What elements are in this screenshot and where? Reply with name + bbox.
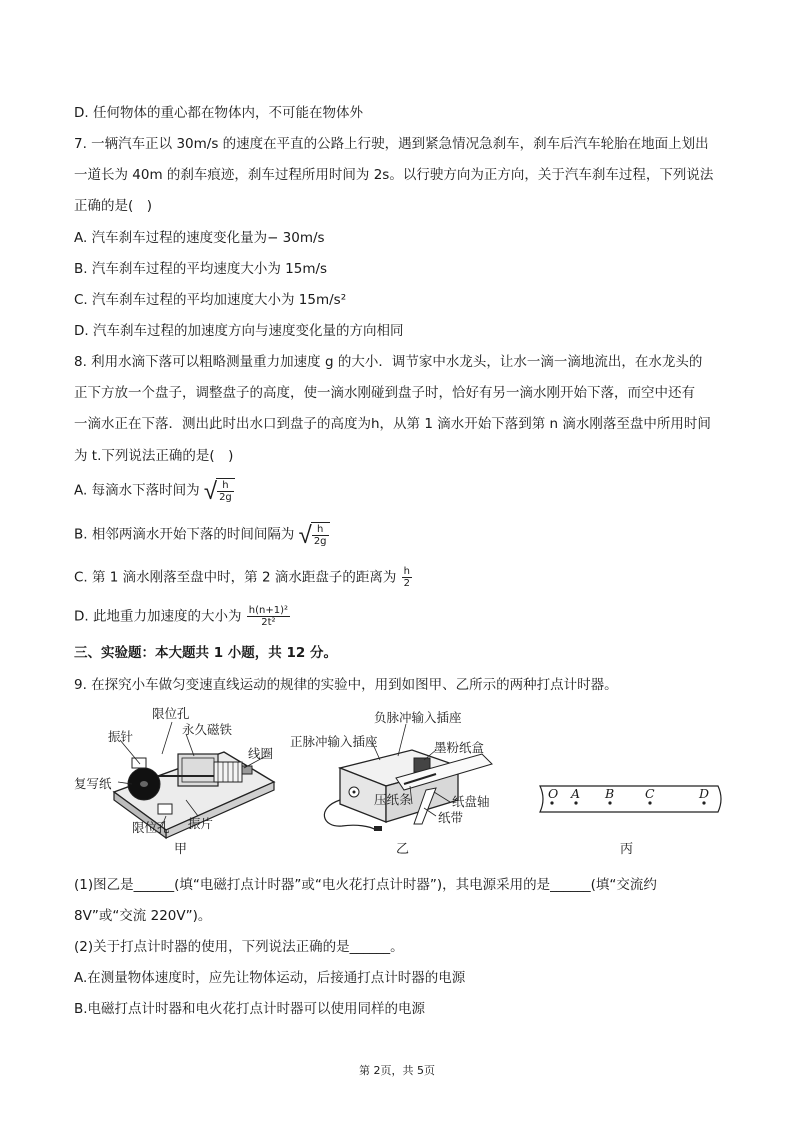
figure-bing [536,776,726,864]
tape-point-d: D [699,786,710,801]
q8-option-d-text: D. 此地重力加速度的大小为 [74,608,242,625]
radical-sign-icon: √ [298,520,312,549]
q7-stem-line-1: 7. 一辆汽车正以 30m/s 的速度在平直的公路上行驶，遇到紧急情况急刹车，刹车后汽车轮胎在地面上划出 [74,136,709,152]
q8-option-a-text: A. 每滴水下落时间为 [74,482,200,499]
figure-yi-caption: 乙 [396,842,410,857]
q8-option-b-text: B. 相邻两滴水开始下落的时间间隔为 [74,526,295,543]
figure-yi [286,708,508,864]
radical-sign-icon: √ [203,476,218,505]
q8-stem-line-1: 8. 利用水滴下落可以粗略测量重力加速度 g 的大小．调节家中水龙头，让水一滴一滴地流出，在水龙头的 [74,354,703,370]
q8-stem-line-2: 正下方放一个盘子，调整盘子的高度，使一滴水刚碰到盘子时，恰好有另一滴水刚开始下落，而空中还有 [74,385,695,401]
label-limit-hole-top: 限位孔 [152,706,190,721]
q8-option-a [74,478,235,503]
q7-option-b: B. 汽车刹车过程的平均速度大小为 15m/s [74,261,328,277]
q8-option-b [74,522,330,547]
fraction-numerator: h(n+1)² [248,605,289,616]
fraction-numerator: h [312,524,329,536]
q8-stem-line-3: 一滴水正在下落．测出此时出水口到盘子的高度为h，从第 1 滴水开始下落到第 n 滴水刚落至盘中所用时间 [74,416,711,432]
q8-stem-line-4: 为 t.下列说法正确的是( ) [74,448,234,464]
q9-part1-line-2: 8V”或“交流 220V”)。 [74,908,212,924]
sqrt-expression [204,478,235,503]
paper-tape-diagram [536,782,726,816]
q8-option-d [74,605,291,628]
sqrt-expression [299,522,330,547]
label-paper-reel-axis: 纸盘轴 [452,794,490,809]
q7-option-c: C. 汽车刹车过程的平均加速度大小为 15m/s² [74,292,347,308]
spark-timer-diagram [286,708,508,838]
label-vibrating-needle: 振针 [108,729,134,744]
page-footer: 第 2页，共 5页 [359,1064,435,1077]
q9-part2-option-a: A.在测量物体速度时，应先让物体运动，后接通打点计时器的电源 [74,970,466,986]
label-carbon-paper: 复写纸 [74,776,112,791]
tape-point-b: B [605,786,615,801]
q9-part2-stem: (2)关于打点计时器的使用，下列说法正确的是______。 [74,939,404,955]
tape-point-o: O [548,786,559,801]
q7-option-a: A. 汽车刹车过程的速度变化量为− 30m/s [74,230,325,246]
label-limit-hole-bottom: 限位孔 [132,820,170,835]
q6-option-d: D. 任何物体的重心都在物体内，不可能在物体外 [74,105,363,121]
q8-option-c [74,566,413,589]
q7-stem-line-3: 正确的是( ) [74,198,153,214]
label-toner-box: 墨粉纸盒 [434,740,485,755]
section-heading: 三、实验题：本大题共 1 小题，共 12 分。 [74,645,337,661]
tape-point-a: A [571,786,581,801]
label-paper-pressing-strip: 压纸条 [374,792,412,807]
label-paper-tape: 纸带 [438,810,464,825]
fraction-denominator: 2g [313,536,327,547]
fraction-denominator: 2t² [261,617,276,628]
fraction-numerator: h [402,566,412,578]
figure-bing-caption: 丙 [620,842,634,857]
tape-point-c: C [645,786,655,801]
figure-jia [74,704,284,864]
fraction-denominator: 2g [219,492,232,503]
label-positive-pulse-socket: 正脉冲输入插座 [290,734,378,749]
q9-part1-line-1: (1)图乙是______(填“电磁打点计时器”或“电火花打点计时器”)，其电源采用的是______(填“交流约 [74,877,657,893]
q9-part2-option-b: B.电磁打点计时器和电火花打点计时器可以使用同样的电源 [74,1001,426,1017]
label-negative-pulse-socket: 负脉冲输入插座 [374,710,462,725]
fraction-denominator: 2 [403,578,411,589]
figure-jia-caption: 甲 [174,842,188,857]
q9-stem: 9. 在探究小车做匀变速直线运动的规律的实验中，用到如图甲、乙所示的两种打点计时器。 [74,677,618,693]
label-permanent-magnet: 永久磁铁 [182,722,233,737]
label-coil: 线圈 [248,746,274,761]
q8-option-c-text: C. 第 1 滴水刚落至盘中时，第 2 滴水距盘子的距离为 [74,569,397,586]
q7-stem-line-2: 一道长为 40m 的刹车痕迹，刹车过程所用时间为 2s。以行驶方向为正方向，关于汽车刹车过程，下列说法 [74,167,714,183]
fraction-numerator: h [217,480,234,492]
label-vibrating-strip: 振片 [188,816,214,831]
q7-option-d: D. 汽车刹车过程的加速度方向与速度变化量的方向相同 [74,323,404,339]
